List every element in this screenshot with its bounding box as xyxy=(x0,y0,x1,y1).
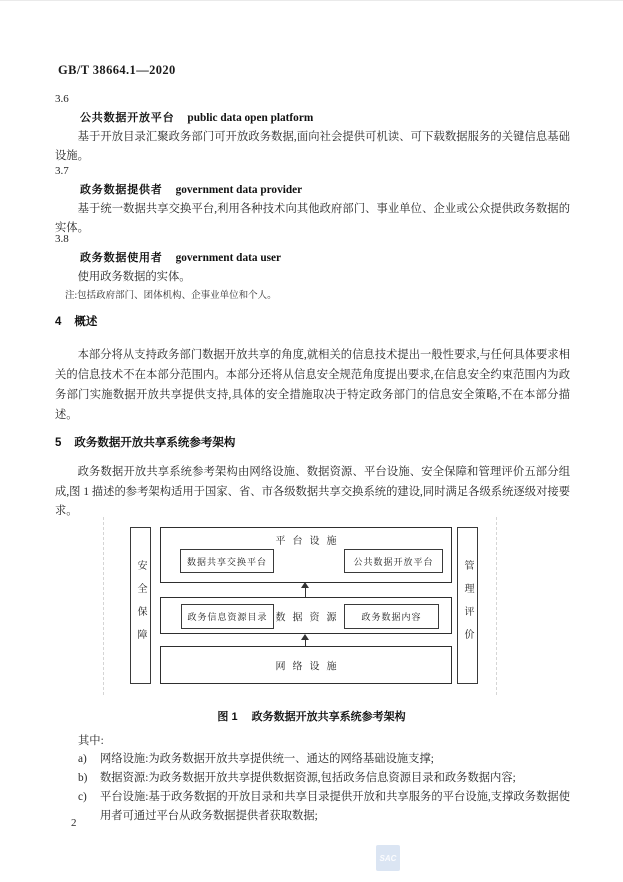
data-layer-title: 数据资源 xyxy=(275,612,344,623)
section-number: 4 xyxy=(55,316,62,328)
section-4-heading xyxy=(55,313,97,329)
network-facilities-layer-box xyxy=(160,646,452,684)
figure-caption-label: 图 1 xyxy=(217,711,238,723)
term-heading xyxy=(55,108,570,127)
section-5-paragraph: 政务数据开放共享系统参考架构由网络设施、数据资源、平台设施、安全保障和管理评价五部分组成,图 1 描述的参考架构适用于国家、省、市各级数据共享交换系统的建设,同时满足各级系统逐级对接要求。 xyxy=(55,466,570,517)
standard-number: GB/T 38664.1—2020 xyxy=(58,63,176,77)
section-5-heading xyxy=(55,434,235,450)
figure-caption-text: 政务数据开放共享系统参考架构 xyxy=(251,711,406,723)
legend-item-a xyxy=(78,750,570,769)
network-layer-title: 网络设施 xyxy=(275,661,344,673)
gov-data-content-box: 政务数据内容 xyxy=(344,604,439,629)
term-en: government data user xyxy=(175,252,282,264)
term-zh: 公共数据开放平台 xyxy=(80,112,175,124)
list-marker: b) xyxy=(78,772,88,784)
legend-item-text: 平台设施:基于政务数据的开放目录和共享目录提供开放和共享服务的平台设施,支撑政务数据使用者可通过平台从政务数据提供者获取数据; xyxy=(100,791,570,822)
term-block-3-7 xyxy=(55,164,570,238)
page-number: 2 xyxy=(71,817,77,829)
term-note: 注:包括政府部门、团体机构、企事业单位和个人。 xyxy=(65,291,277,301)
term-number: 3.8 xyxy=(55,233,69,245)
term-definition: 使用政务数据的实体。 xyxy=(77,271,191,283)
section-number: 5 xyxy=(55,437,62,449)
platform-facilities-layer-box xyxy=(160,527,452,583)
gov-info-resource-catalog-box: 政务信息资源目录 xyxy=(181,604,274,629)
term-definition: 基于统一数据共享交换平台,利用各种技术向其他政府部门、事业单位、企业或公众提供政务数据的实体。 xyxy=(55,203,570,234)
security-assurance-label: 安全保障 xyxy=(135,559,146,652)
legend-item-b xyxy=(78,769,570,788)
management-evaluation-sidebar xyxy=(457,527,478,684)
legend-item-c xyxy=(78,788,570,825)
fold-mark-right xyxy=(496,517,497,695)
data-resources-layer-box xyxy=(160,597,452,634)
sac-watermark-logo: SAC xyxy=(376,845,400,871)
term-zh: 政务数据使用者 xyxy=(80,252,163,264)
term-number: 3.7 xyxy=(55,165,69,177)
term-number: 3.6 xyxy=(55,93,69,105)
figure-caption xyxy=(0,708,623,724)
legend-item-text: 网络设施:为政务数据开放共享提供统一、通达的网络基础设施支撑; xyxy=(100,753,434,765)
term-block-3-8 xyxy=(55,232,570,303)
platform-layer-title: 平台设施 xyxy=(275,536,344,547)
legend-item-text: 数据资源:为政务数据开放共享提供数据资源,包括政务信息资源目录和政务数据内容; xyxy=(100,772,516,784)
term-definition: 基于开放目录汇聚政务部门可开放政务数据,面向社会提供可机读、可下载数据服务的关键信息基础设施。 xyxy=(55,131,570,162)
legend-intro: 其中: xyxy=(78,735,104,747)
section-title: 政务数据开放共享系统参考架构 xyxy=(74,437,236,449)
term-heading xyxy=(55,180,570,199)
page-top-edge xyxy=(0,0,623,1)
connector-line xyxy=(305,588,306,597)
fold-mark-left xyxy=(103,517,104,695)
data-sharing-exchange-platform-box: 数据共享交换平台 xyxy=(180,549,274,573)
term-en: public data open platform xyxy=(187,112,314,124)
list-marker: c) xyxy=(78,791,87,803)
security-assurance-sidebar xyxy=(130,527,151,684)
management-evaluation-label: 管理评价 xyxy=(462,559,473,652)
term-heading xyxy=(55,248,570,267)
term-zh: 政务数据提供者 xyxy=(80,184,163,196)
list-marker: a) xyxy=(78,753,87,765)
section-4-paragraph: 本部分将从支持政务部门数据开放共享的角度,就相关的信息技术提出一般性要求,与任何具体要求相关的信息技术不在本部分范围内。本部分还将从信息安全规范角度提出要求,在信息安全约束范围内为政务部门实施数据开放共享提供支持,具体的安全措施取决于特定政务部门的信息安全策略,不在本部分描述。 xyxy=(55,349,570,421)
section-title: 概述 xyxy=(74,316,98,328)
term-en: government data provider xyxy=(175,184,303,196)
public-data-open-platform-box: 公共数据开放平台 xyxy=(344,549,443,573)
term-block-3-6 xyxy=(55,92,570,166)
